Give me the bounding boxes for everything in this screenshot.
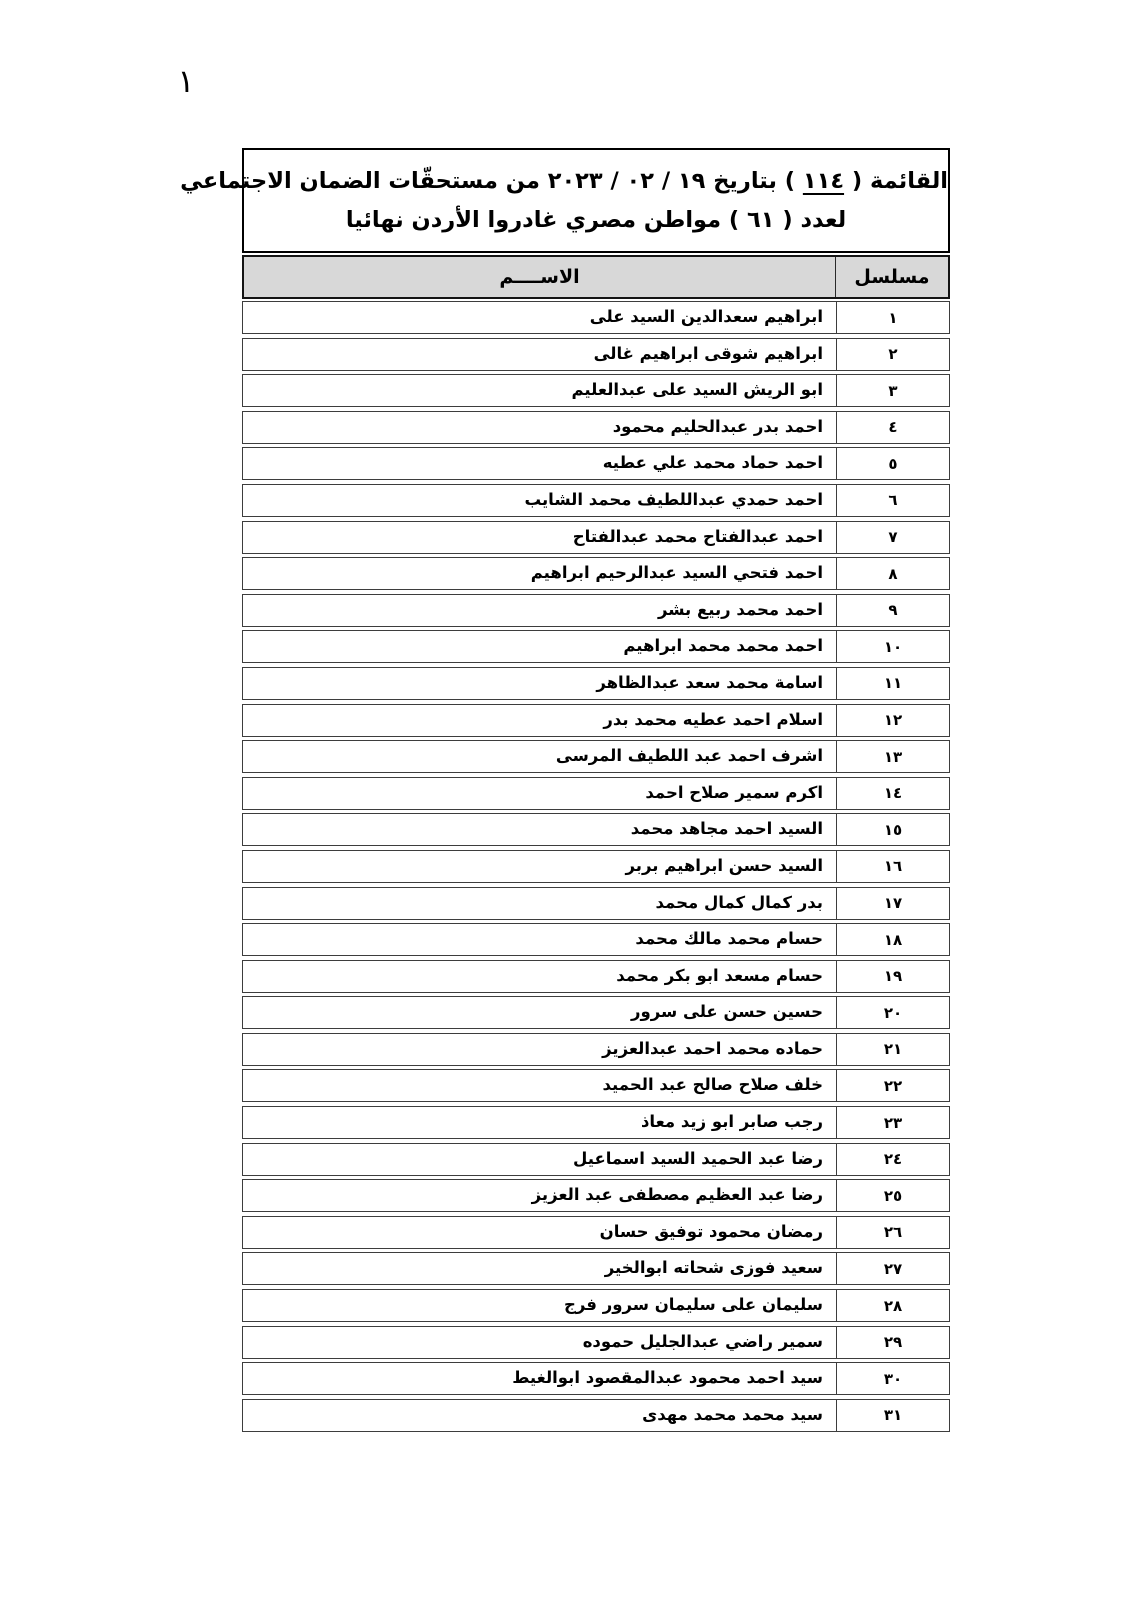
row-serial: ١٣: [836, 741, 949, 772]
row-serial: ٢٨: [836, 1290, 949, 1321]
row-name: بدر كمال كمال محمد: [655, 892, 823, 912]
row-serial: ١٦: [836, 851, 949, 882]
table-header-row: [242, 255, 950, 299]
row-name: رمضان محمود توفيق حسان: [599, 1221, 823, 1241]
table-row: [242, 740, 950, 773]
table-row: [242, 1326, 950, 1359]
table-rows: [242, 301, 950, 1432]
row-serial: ١٨: [836, 924, 949, 955]
table-row: [242, 1362, 950, 1395]
table-row: [242, 887, 950, 920]
row-name: السيد احمد مجاهد محمد: [630, 819, 823, 839]
row-serial: ٢٠: [836, 997, 949, 1028]
title-line-2: لعدد ( ٦١ ) مواطن مصري غادروا الأردن نهائيا: [345, 206, 847, 233]
row-serial: ٢٥: [836, 1180, 949, 1211]
row-name: احمد بدر عبدالحليم محمود: [612, 416, 823, 436]
row-name: احمد محمد محمد ابراهيم: [623, 636, 823, 656]
row-name: احمد عبدالفتاح محمد عبدالفتاح: [572, 526, 823, 546]
table-row: [242, 704, 950, 737]
title-line1-prefix: القائمة (: [844, 167, 948, 194]
row-serial: ٢١: [836, 1034, 949, 1065]
row-name: احمد محمد ربيع بشر: [657, 599, 823, 619]
row-name: حسام محمد مالك محمد: [635, 929, 823, 949]
row-name: حماده محمد احمد عبدالعزيز: [602, 1038, 823, 1058]
header-serial-cell: مسلسل: [835, 257, 948, 297]
row-name: اسامة محمد سعد عبدالظاهر: [596, 672, 823, 692]
row-name: اسلام احمد عطيه محمد بدر: [603, 709, 823, 729]
row-name: حسام مسعد ابو بكر محمد: [616, 965, 823, 985]
table-row: [242, 1179, 950, 1212]
row-serial: ٢٧: [836, 1253, 949, 1284]
table-row: [242, 1216, 950, 1249]
row-serial: ٩: [836, 595, 949, 626]
table-row: [242, 1252, 950, 1285]
row-serial: ١٩: [836, 961, 949, 992]
table-row: [242, 521, 950, 554]
row-serial: ١: [836, 302, 949, 333]
row-serial: ٨: [836, 558, 949, 589]
table-row: [242, 960, 950, 993]
row-name: احمد حماد محمد علي عطيه: [602, 453, 823, 473]
row-name: احمد حمدي عبداللطيف محمد الشايب: [524, 489, 823, 509]
table-row: [242, 630, 950, 663]
row-name: رضا عبد العظيم مصطفى عبد العزيز: [531, 1185, 823, 1205]
row-name: سليمان على سليمان سرور فرج: [564, 1295, 823, 1315]
row-serial: ١٤: [836, 778, 949, 809]
row-name: احمد فتحي السيد عبدالرحيم ابراهيم: [530, 563, 823, 583]
table-row: [242, 301, 950, 334]
row-serial: ٢٢: [836, 1070, 949, 1101]
row-name: سمير راضي عبدالجليل حموده: [582, 1331, 823, 1351]
page-number: ١: [177, 62, 195, 100]
row-name: ابراهيم شوقى ابراهيم غالى: [593, 343, 823, 363]
table-row: [242, 1143, 950, 1176]
row-serial: ٣٠: [836, 1363, 949, 1394]
row-serial: ١٧: [836, 888, 949, 919]
title-line-1: [180, 162, 948, 201]
row-name: رجب صابر ابو زيد معاذ: [640, 1112, 823, 1132]
row-serial: ٢٤: [836, 1144, 949, 1175]
row-name: السيد حسن ابراهيم بربر: [625, 855, 823, 875]
row-name: خلف صلاح صالح عبد الحميد: [602, 1075, 823, 1095]
row-serial: ٢٦: [836, 1217, 949, 1248]
table-row: [242, 484, 950, 517]
row-name: سيد احمد محمود عبدالمقصود ابوالغيط: [512, 1368, 823, 1388]
header-name-cell: الاســــم: [499, 266, 580, 288]
row-name: حسين حسن على سرور: [631, 1002, 823, 1022]
table-row: [242, 411, 950, 444]
table-row: [242, 594, 950, 627]
table-row: [242, 338, 950, 371]
row-serial: ٧: [836, 522, 949, 553]
table-row: [242, 777, 950, 810]
row-name: ابو الريش السيد على عبدالعليم: [571, 380, 823, 400]
row-serial: ١٢: [836, 705, 949, 736]
table-row: [242, 1399, 950, 1432]
row-name: اشرف احمد عبد اللطيف المرسى: [555, 746, 823, 766]
row-serial: ٢: [836, 339, 949, 370]
table-row: [242, 996, 950, 1029]
table-row: [242, 447, 950, 480]
row-serial: ٤: [836, 412, 949, 443]
table-row: [242, 1069, 950, 1102]
table-row: [242, 923, 950, 956]
title-box: [180, 148, 950, 253]
row-serial: ٦: [836, 485, 949, 516]
row-name: رضا عبد الحميد السيد اسماعيل: [572, 1148, 823, 1168]
row-serial: ١٠: [836, 631, 949, 662]
table-row: [242, 813, 950, 846]
table-row: [242, 374, 950, 407]
row-name: سعيد فوزى شحاته ابوالخير: [604, 1258, 823, 1278]
row-serial: ٢٩: [836, 1327, 949, 1358]
row-name: ابراهيم سعدالدين السيد على: [589, 307, 823, 326]
row-serial: ٢٣: [836, 1107, 949, 1138]
row-serial: ٣: [836, 375, 949, 406]
row-serial: ٥: [836, 448, 949, 479]
row-serial: ١٥: [836, 814, 949, 845]
row-serial: ٣١: [836, 1400, 949, 1431]
table-row: [242, 1106, 950, 1139]
table-row: [242, 850, 950, 883]
table-row: [242, 1289, 950, 1322]
table-row: [242, 1033, 950, 1066]
table-row: [242, 557, 950, 590]
table-row: [242, 667, 950, 700]
row-name: سيد محمد محمد مهدى: [642, 1404, 823, 1424]
list-number: ١١٤: [802, 167, 845, 194]
row-serial: ١١: [836, 668, 949, 699]
row-name: اكرم سمير صلاح احمد: [645, 782, 823, 802]
title-line1-suffix: ) بتاريخ ١٩ / ٠٢ / ٢٠٢٣ من مستحقّات الضمان الاجتماعي: [180, 167, 803, 194]
